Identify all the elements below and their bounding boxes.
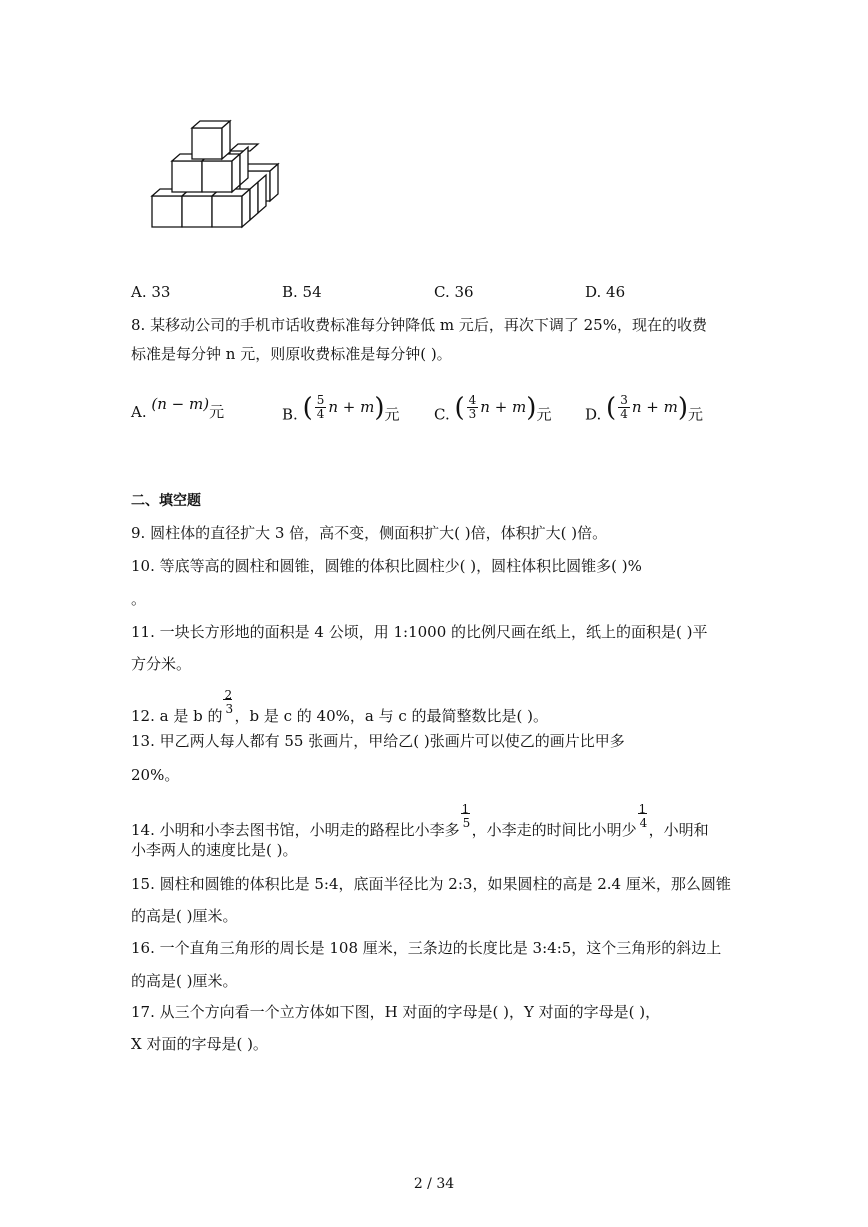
option-label: A. xyxy=(131,403,147,421)
question-10: 10. 等底等高的圆柱和圆锥，圆锥的体积比圆柱少( )，圆柱体积比圆锥多( )% xyxy=(131,557,642,575)
option-label: D. xyxy=(585,405,602,424)
q8-option-d: D. ( $\frac{3}{4}$ n + m)元 xyxy=(585,392,704,424)
fraction: 2 3 xyxy=(224,688,234,716)
fraction: $\frac{4}{3}$ xyxy=(468,393,477,421)
fraction: $\frac{5}{4}$ xyxy=(316,393,325,421)
unit-label: 元 xyxy=(209,403,225,421)
question-14-line2: 小李两人的速度比是( )。 xyxy=(131,841,298,859)
cube-stack-figure xyxy=(148,116,288,231)
q8-option-a xyxy=(131,395,225,422)
fraction: 1 5 xyxy=(461,802,471,830)
question-10-cont: 。 xyxy=(131,590,147,608)
question-16-line2: 的高是( )厘米。 xyxy=(131,972,238,990)
page-number: 2 / 34 xyxy=(413,1176,455,1192)
question-15-line2: 的高是( )厘米。 xyxy=(131,907,238,925)
option-a: A. 33 xyxy=(131,283,171,301)
question-8-line1: 8. 某移动公司的手机市话收费标准每分钟降低 m 元后，再次下调了 25%，现在的收费 xyxy=(131,316,707,334)
fraction: $\frac{3}{4}$ xyxy=(620,393,628,421)
option-c: C. 36 xyxy=(434,283,474,301)
question-12: 12. a 是 b 的 2 3 ，b 是 c 的 40%，a 与 c 的最简整数比是( )。 xyxy=(131,688,549,725)
question-16-line1: 16. 一个直角三角形的周长是 108 厘米，三条边的长度比是 3:4:5，这个三角形的斜边上 xyxy=(131,939,722,957)
question-17-line2: X 对面的字母是( )。 xyxy=(131,1035,268,1053)
q8-option-b: B. ( $\frac{5}{4}$ n + m)元 xyxy=(282,392,400,424)
unit-label: 元 xyxy=(688,405,704,424)
question-17-line1: 17. 从三个方向看一个立方体如下图，H 对面的字母是( )，Y 对面的字母是( )， xyxy=(131,1003,661,1021)
option-b: B. 54 xyxy=(282,283,322,301)
option-expression: (n − m) xyxy=(151,395,210,413)
question-13-line2: 20%。 xyxy=(131,766,180,784)
q8-option-c: C. ( $\frac{4}{3}$ n + m)元 xyxy=(434,392,552,424)
unit-label: 元 xyxy=(384,405,400,424)
unit-label: 元 xyxy=(536,405,552,424)
fraction: 1 4 xyxy=(638,802,648,830)
question-11-line1: 11. 一块长方形地的面积是 4 公顷，用 1:1000 的比例尺画在纸上，纸上的面积是( )平 xyxy=(131,623,708,641)
question-13-line1: 13. 甲乙两人每人都有 55 张画片，甲给乙( )张画片可以使乙的画片比甲多 xyxy=(131,732,625,750)
section-heading: 二、填空题 xyxy=(131,493,201,509)
question-11-line2: 方分米。 xyxy=(131,655,192,673)
option-label: C. xyxy=(434,405,450,424)
option-label: B. xyxy=(282,405,298,424)
question-14-line1: 14. 小明和小李去图书馆，小明走的路程比小李多 1 5 ，小李走的时间比小明少 1 4 ，小明和 xyxy=(131,802,709,839)
question-8-line2: 标准是每分钟 n 元，则原收费标准是每分钟( )。 xyxy=(131,345,452,363)
question-9: 9. 圆柱体的直径扩大 3 倍，高不变，侧面积扩大( )倍，体积扩大( )倍。 xyxy=(131,524,608,542)
option-d: D. 46 xyxy=(585,283,626,301)
question-15-line1: 15. 圆柱和圆锥的体积比是 5:4，底面半径比为 2:3，如果圆柱的高是 2.4 厘米，那么圆锥 xyxy=(131,875,731,893)
